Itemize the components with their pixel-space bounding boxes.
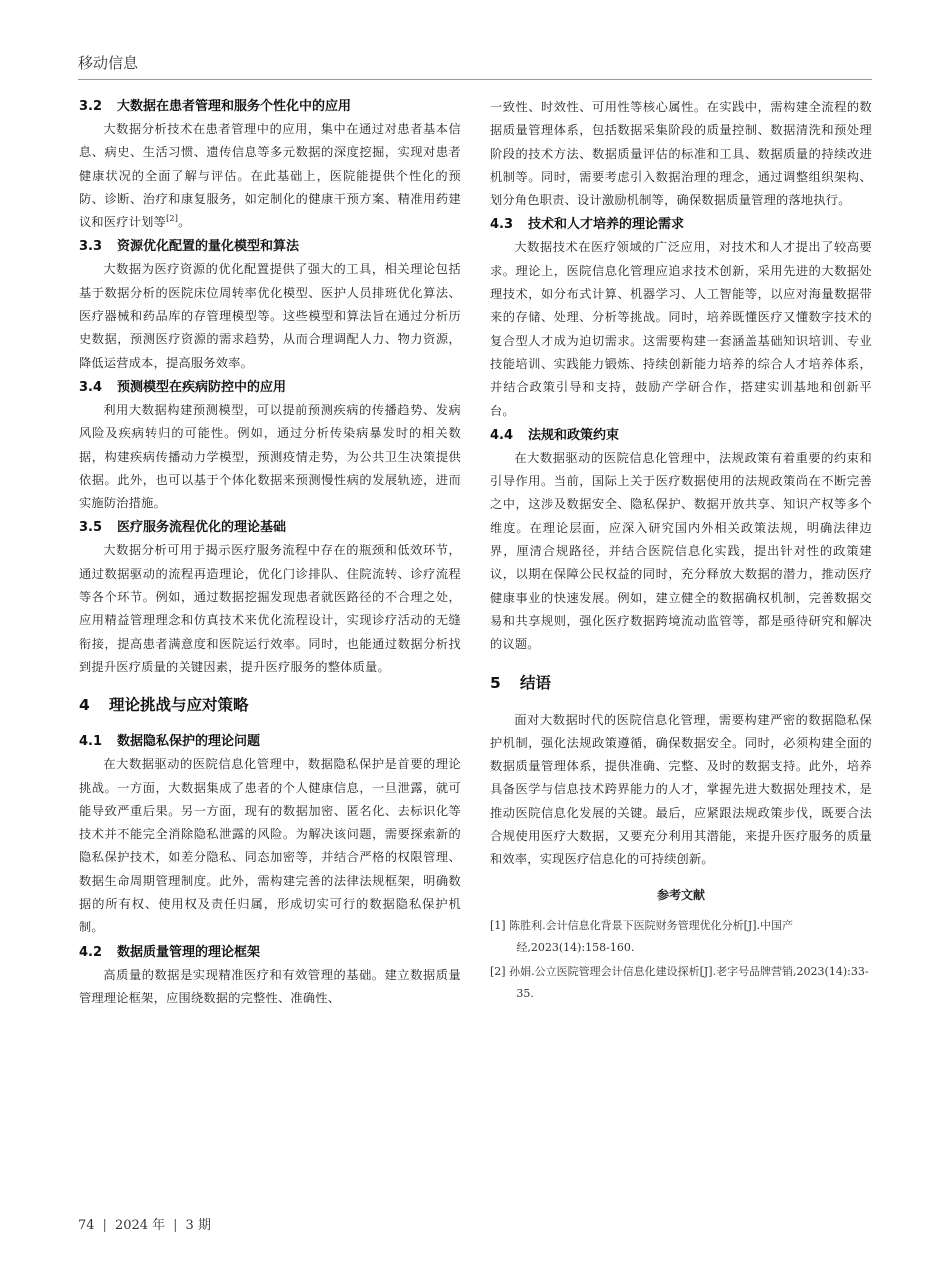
section-title: 法规和政策约束 <box>528 427 620 443</box>
section-heading <box>79 942 461 964</box>
section-number: 4.4 <box>490 427 514 443</box>
section-heading <box>79 731 461 753</box>
chapter-number: 5 <box>490 673 501 692</box>
section-heading <box>490 214 872 236</box>
section-number: 4.3 <box>490 217 514 233</box>
section-number: 3.4 <box>79 379 103 395</box>
paragraph-continued: 一致性、时效性、可用性等核心属性。在实践中，需构建全流程的数据质量管理体系，包括数据采集阶段的质量控制、数据清洗和预处理阶段的技术方法、数据质量评估的标准和工具、数据质量的持续改进机制等。同时，需要考虑引入数据治理的理念，通过调整组织架构、划分角色职责、设计激励机制等，确保数据质量管理的落地执行。 <box>490 100 872 208</box>
section-heading <box>79 236 461 258</box>
section-title: 数据隐私保护的理论问题 <box>117 734 261 750</box>
paragraph: 大数据分析可用于揭示医疗服务流程中存在的瓶颈和低效环节，通过数据驱动的流程再造理论，优化门诊排队、住院流转、诊疗流程等各个环节。例如，通过数据挖掘发现患者就医路径的不合理之处，应用精益管理理念和仿真技术来优化流程设计，实现诊疗活动的无缝衔接，提高患者满意度和医院运行效率。同时，也能通过数据分析找到提升医疗质量的关键因素，提升医疗服务的整体质量。 <box>79 543 461 674</box>
header-divider <box>78 79 872 80</box>
journal-title: 移动信息 <box>78 54 139 72</box>
footer-separator: | <box>173 1218 178 1233</box>
citation-mark[interactable]: [2] <box>166 214 179 224</box>
reference-item: [1] 陈胜利.会计信息化背景下医院财务管理优化分析[J].中国产经,2023(14):158-160. <box>490 918 794 954</box>
issue-year: 2024 年 <box>114 1218 166 1233</box>
section-title: 数据质量管理的理论框架 <box>117 944 261 960</box>
paragraph: 在大数据驱动的医院信息化管理中，法规政策有着重要的约束和引导作用。当前，国际上关于医疗数据使用的法规政策尚在不断完善之中，这涉及数据安全、隐私保护、数据开放共享、知识产权等多个维度。在理论层面，应深入研究国内外相关政策法规，明确法律边界，厘清合规路径，并结合医院信息化实践，提出针对性的政策建议，以期在保障公民权益的同时，充分释放大数据的潜力，推动医疗健康事业的快速发展。例如，建立健全的数据确权机制，完善数据交易和共享规则，强化医疗数据跨境流动监管等，都是亟待研究和解决的议题。 <box>490 450 872 652</box>
footer-separator: | <box>102 1218 107 1233</box>
issue-number: 3 期 <box>185 1218 211 1233</box>
paragraph: 面对大数据时代的医院信息化管理，需要构建严密的数据隐私保护机制，强化法规政策遵循，确保数据安全。同时，必须构建全面的数据质量管理体系，提供准确、完整、及时的数据支持。此外，培养具备医学与信息技术跨界能力的人才，掌握先进大数据处理技术，是推动医院信息化发展的关键。最后，应紧跟法规政策步伐，既要合法合规使用医疗大数据，又要充分利用其潜能，来提升医疗服务的质量和效率，实现医疗信息化的可持续创新。 <box>490 712 872 867</box>
left-column <box>79 96 461 1012</box>
section-title: 技术和人才培养的理论需求 <box>528 217 685 233</box>
page-footer <box>78 1214 211 1233</box>
section-number: 4.1 <box>79 734 103 750</box>
chapter-heading <box>490 671 872 695</box>
paragraph: 大数据为医疗资源的优化配置提供了强大的工具，相关理论包括基于数据分析的医院床位周转率优化模型、医护人员排班优化算法、医疗器械和药品库的存管理模型等。这些模型和算法旨在通过分析历史数据，预测医疗资源的需求趋势，从而合理调配人力、物力资源，降低运营成本，提高服务效率。 <box>79 262 461 370</box>
section-number: 4.2 <box>79 944 103 960</box>
section-number: 3.2 <box>79 99 103 114</box>
paragraph-text: 大数据分析技术在患者管理中的应用，集中在通过对患者基本信息、病史、生活习惯、遗传信息等多元数据的深度挖掘，实现对患者健康状况的全面了解与评估。在此基础上，医院能提供个性化的预防、诊断、治疗和康复服务，如定制化的健康干预方案、精准用药建议和医疗计划等 <box>79 122 461 230</box>
paragraph: 大数据技术在医疗领域的广泛应用，对技术和人才提出了较高要求。理论上，医院信息化管理应追求技术创新，采用先进的大数据处理技术，如分布式计算、机器学习、人工智能等，以应对海量数据带来的存储、处理、分析等挑战。同时，培养既懂医疗又懂数字技术的复合型人才成为迫切需求。这需要构建一套涵盖基础知识培训、专业技能培训、实践能力锻炼、持续创新能力培养的综合人才培养体系，并结合政策引导和支持，鼓励产学研合作，搭建实训基地和创新平台。 <box>490 240 872 418</box>
chapter-number: 4 <box>79 696 90 715</box>
paragraph-end: 。 <box>178 215 191 230</box>
paragraph: 高质量的数据是实现精准医疗和有效管理的基础。建立数据质量管理理论框架，应围绕数据的完整性、准确性、 <box>79 967 461 1005</box>
references-title: 参考文献 <box>656 887 705 902</box>
chapter-heading <box>79 693 461 717</box>
section-title: 资源优化配置的量化模型和算法 <box>117 239 300 255</box>
paragraph: 利用大数据构建预测模型，可以提前预测疾病的传播趋势、发病风险及疾病转归的可能性。例如，通过分析传染病暴发时的相关数据，构建疾病传播动力学模型，预测疫情走势，为公共卫生决策提供依据。此外，也可以基于个体化数据来预测慢性病的发展轨迹，进而实施防治措施。 <box>79 402 461 511</box>
section-heading <box>79 517 461 539</box>
page-number: 74 <box>78 1218 95 1233</box>
chapter-title: 结语 <box>520 673 552 692</box>
section-heading <box>79 377 461 399</box>
chapter-title: 理论挑战与应对策略 <box>109 696 249 715</box>
section-number: 3.3 <box>79 239 103 255</box>
section-title: 大数据在患者管理和服务个性化中的应用 <box>117 99 352 114</box>
section-title: 预测模型在疾病防控中的应用 <box>117 379 287 395</box>
reference-item: [2] 孙娟.公立医院管理会计信息化建设探析[J].老字号品牌营销,2023(14):33-35. <box>490 964 869 1000</box>
section-heading <box>79 96 461 118</box>
paragraph: 在大数据驱动的医院信息化管理中，数据隐私保护是首要的理论挑战。一方面，大数据集成了患者的个人健康信息，一旦泄露，就可能导致严重后果。另一方面，现有的数据加密、匿名化、去标识化等技术并不能完全消除隐私泄露的风险。为解决该问题，需要探索新的隐私保护技术，如差分隐私、同态加密等，并结合严格的权限管理、数据生命周期管理制度。此外，需构建完善的法律法规框架，明确数据的所有权、使用权及责任归属，形成切实可行的数据隐私保护机制。 <box>79 757 461 935</box>
section-number: 3.5 <box>79 520 103 536</box>
section-heading <box>490 425 872 447</box>
paragraph <box>79 118 461 234</box>
section-title: 医疗服务流程优化的理论基础 <box>117 520 287 536</box>
right-column <box>490 96 872 1007</box>
